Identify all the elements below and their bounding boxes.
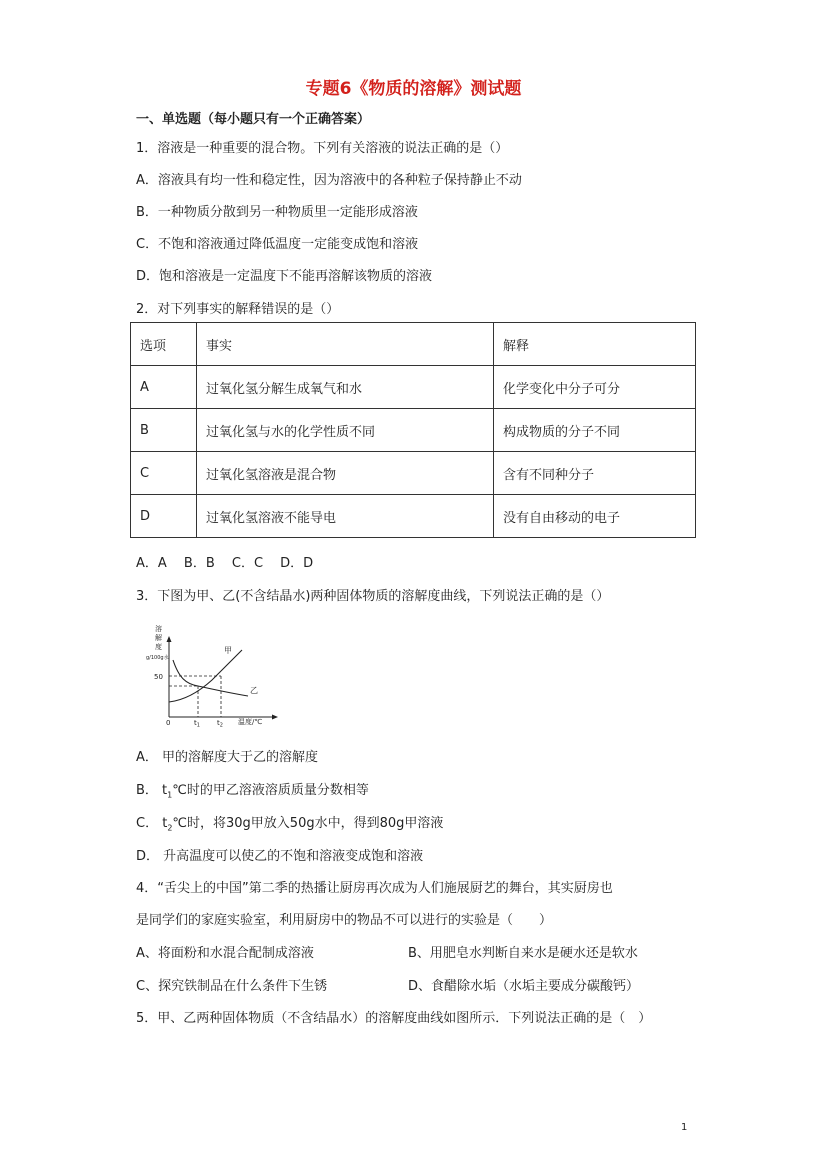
- series-label-jia: 甲: [224, 646, 232, 655]
- table-cell: 过氧化氢溶液是混合物: [197, 452, 494, 495]
- table-cell: 过氧化氢与水的化学性质不同: [197, 409, 494, 452]
- x-tick-letter: t: [217, 719, 220, 727]
- table-row: [131, 495, 696, 538]
- table-cell: C: [131, 452, 197, 495]
- x-axis-arrow: [272, 715, 278, 720]
- q3-option-c-prefix: C． t: [136, 816, 168, 831]
- q4-option-d: D、食醋除水垢（水垢主要成分碳酸钙）: [408, 979, 640, 994]
- q4-option-c: C、探究铁制品在什么条件下生锈: [136, 979, 328, 994]
- q3-option-c-sub: 2: [167, 823, 173, 833]
- table-row: [131, 409, 696, 452]
- table-cell: 构成物质的分子不同: [494, 409, 696, 452]
- y-tick-label: 50: [154, 673, 163, 681]
- table-cell: A: [131, 366, 197, 409]
- q3-stem: 3．下图为甲、乙(不含结晶水)两种固体物质的溶解度曲线，下列说法正确的是（）: [136, 589, 610, 604]
- table-header-cell: 解释: [494, 323, 696, 366]
- q2-options: A．A B．B C．C D．D: [136, 556, 314, 571]
- q3-option-b-prefix: B． t: [136, 783, 168, 798]
- x-axis-label: 温度/℃: [238, 718, 263, 726]
- table-cell: 没有自由移动的电子: [494, 495, 696, 538]
- x-tick-t1: [194, 719, 200, 728]
- y-axis-label: [155, 624, 164, 651]
- q1-option-b: B．一种物质分散到另一种物质里一定能形成溶液: [136, 205, 418, 220]
- table-cell: 过氧化氢分解生成氧气和水: [197, 366, 494, 409]
- x-tick-sub: 2: [219, 722, 223, 728]
- y-label-char: 解: [155, 634, 162, 642]
- origin-label: 0: [166, 719, 171, 727]
- q1-option-a: A．溶液具有均一性和稳定性，因为溶液中的各种粒子保持静止不动: [136, 173, 522, 188]
- q3-option-c: [136, 812, 443, 833]
- y-label-char: 溶: [155, 625, 162, 633]
- q3-option-b-sub: 1: [167, 790, 173, 800]
- table-row: [131, 452, 696, 495]
- table-cell: B: [131, 409, 197, 452]
- table-header-cell: 选项: [131, 323, 197, 366]
- table-cell: D: [131, 495, 197, 538]
- table-header-cell: 事实: [197, 323, 494, 366]
- table-cell: 化学变化中分子可分: [494, 366, 696, 409]
- q1-option-d: D．饱和溶液是一定温度下不能再溶解该物质的溶液: [136, 269, 433, 284]
- q4-stem-line2: 是同学们的家庭实验室，利用厨房中的物品不可以进行的实验是（ ）: [136, 913, 553, 928]
- q4-option-a: A、将面粉和水混合配制成溶液: [136, 946, 314, 961]
- table-cell: 过氧化氢溶液不能导电: [197, 495, 494, 538]
- q2-table: [130, 322, 696, 538]
- x-tick-sub: 1: [196, 722, 200, 728]
- q1-stem: 1．溶液是一种重要的混合物。下列有关溶液的说法正确的是（）: [136, 141, 509, 156]
- q3-option-b: [136, 779, 369, 800]
- y-label-char: 度: [155, 643, 162, 651]
- x-tick-letter: t: [194, 719, 197, 727]
- series-label-yi: 乙: [250, 686, 258, 695]
- q3-option-c-text: ℃时，将30g甲放入50g水中，得到80g甲溶液: [172, 816, 444, 831]
- x-tick-t2: [217, 719, 223, 728]
- q3-option-a: A． 甲的溶解度大于乙的溶解度: [136, 750, 319, 765]
- q2-stem: 2．对下列事实的解释错误的是（）: [136, 302, 340, 317]
- table-header-row: [131, 323, 696, 366]
- q3-option-b-text: ℃时的甲乙溶液溶质质量分数相等: [172, 783, 369, 798]
- q3-option-d: D． 升高温度可以使乙的不饱和溶液变成饱和溶液: [136, 849, 424, 864]
- section-heading: 一、单选题（每小题只有一个正确答案）: [136, 112, 371, 127]
- q1-option-c: C．不饱和溶液通过降低温度一定能变成饱和溶液: [136, 237, 419, 252]
- y-axis-arrow: [167, 636, 172, 642]
- series-curve-yi: [173, 660, 248, 696]
- table-cell: 含有不同种分子: [494, 452, 696, 495]
- table-row: [131, 366, 696, 409]
- y-axis-unit: g/100g水: [146, 655, 169, 661]
- q5-stem: 5．甲、乙两种固体物质（不含结晶水）的溶解度曲线如图所示．下列说法正确的是（ ）: [136, 1011, 652, 1026]
- q4-option-b: B、用肥皂水判断自来水是硬水还是软水: [408, 946, 638, 961]
- page-title: 专题6《物质的溶解》测试题: [305, 79, 522, 99]
- solubility-chart: [146, 620, 286, 728]
- page-number: 1: [681, 1122, 688, 1133]
- q4-stem-line1: 4．“舌尖上的中国”第二季的热播让厨房再次成为人们施展厨艺的舞台，其实厨房也: [136, 881, 613, 896]
